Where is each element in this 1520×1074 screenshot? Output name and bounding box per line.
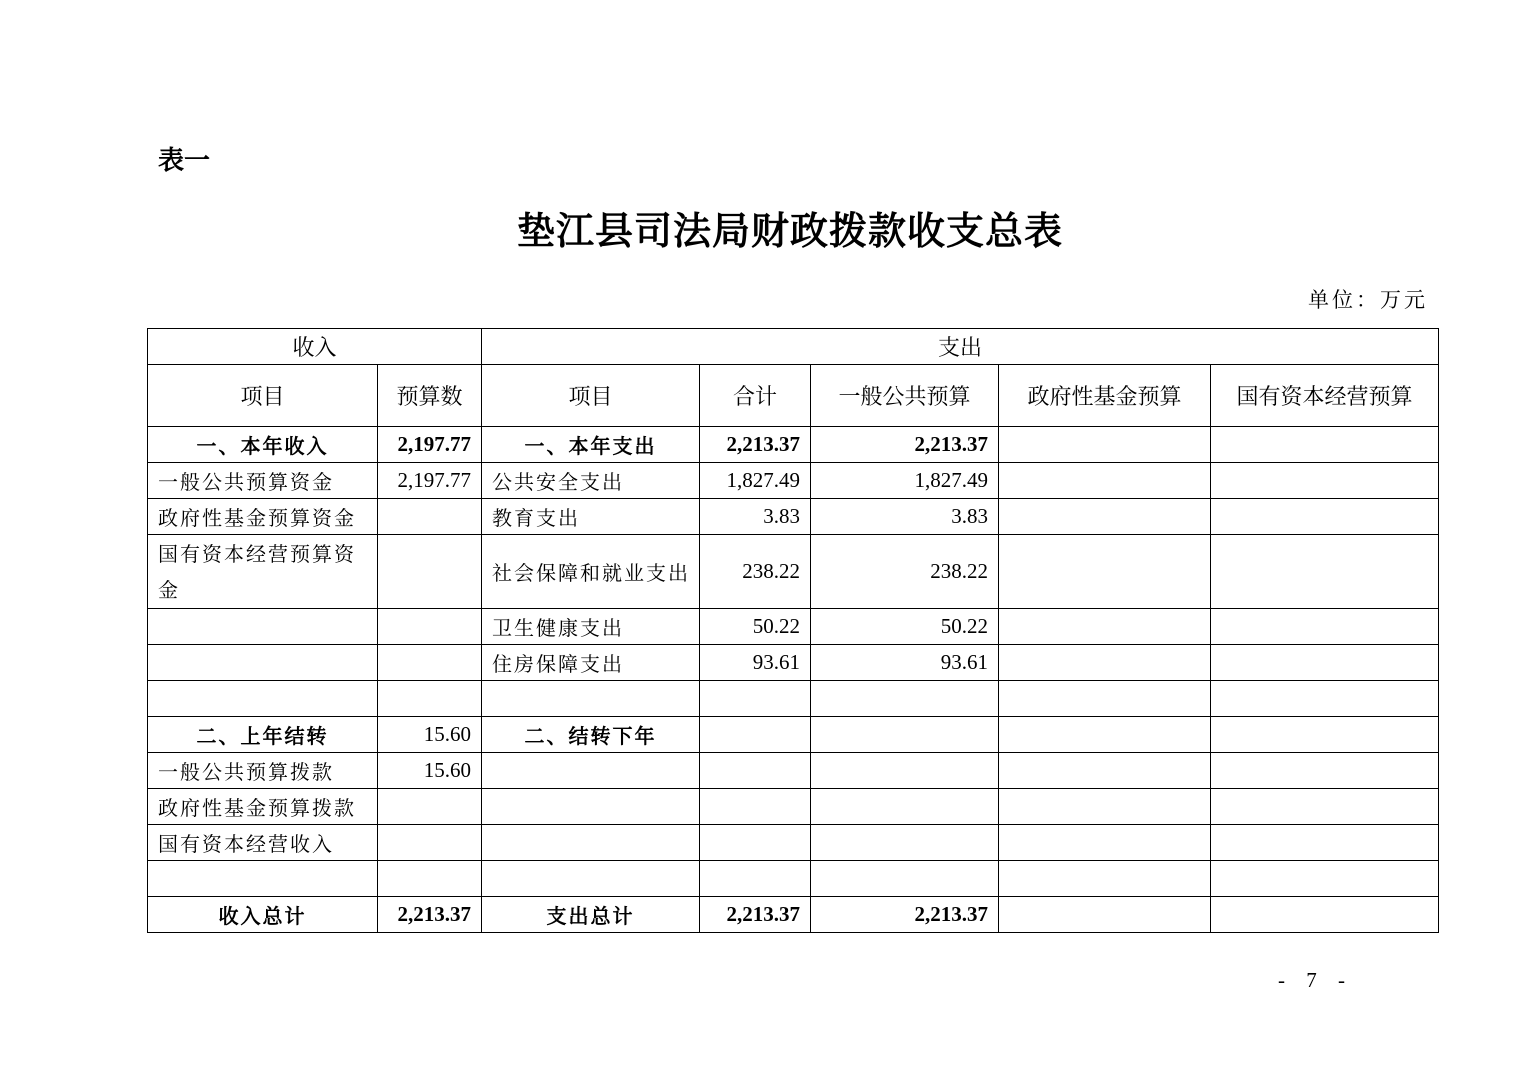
general-budget-cell: [811, 753, 999, 789]
expense-total-label: 支出总计: [482, 897, 700, 933]
capital-budget-cell: [1211, 535, 1439, 609]
expense-item-cell: [482, 681, 700, 717]
income-item-cell: [148, 645, 378, 681]
unit-label: 单位：万元: [1308, 288, 1428, 312]
table-row: [148, 825, 1439, 861]
income-amount-cell: [378, 681, 482, 717]
expense-total-cell: 50.22: [700, 609, 811, 645]
column-header-budget-amount: 预算数: [378, 365, 482, 427]
column-header-government-fund-budget: 政府性基金预算: [999, 365, 1211, 427]
expense-item-cell: 社会保障和就业支出: [482, 535, 700, 609]
expense-total-cell: [700, 789, 811, 825]
budget-table: [147, 328, 1439, 933]
income-item-cell: 国有资本经营收入: [148, 825, 378, 861]
income-item-cell: 政府性基金预算拨款: [148, 789, 378, 825]
expense-total-cell: 3.83: [700, 499, 811, 535]
general-budget-cell: 3.83: [811, 499, 999, 535]
income-item-cell: [148, 609, 378, 645]
expense-total-cell: [700, 717, 811, 753]
income-amount-cell: [378, 609, 482, 645]
income-item-cell: 一般公共预算资金: [148, 463, 378, 499]
expense-group-header: 支出: [482, 329, 1439, 365]
capital-budget-cell: [1211, 609, 1439, 645]
table-row: [148, 681, 1439, 717]
table-label: 表一: [158, 146, 211, 176]
table-row: [148, 535, 1439, 609]
column-header-income-item: 项目: [148, 365, 378, 427]
general-budget-cell: 50.22: [811, 609, 999, 645]
fund-budget-cell: [999, 645, 1211, 681]
expense-item-cell: 公共安全支出: [482, 463, 700, 499]
table-row: [148, 463, 1439, 499]
income-amount-cell: 15.60: [378, 753, 482, 789]
expense-item-cell: [482, 789, 700, 825]
expense-total-cell: [700, 861, 811, 897]
general-budget-total: 2,213.37: [811, 897, 999, 933]
income-amount-cell: [378, 825, 482, 861]
general-budget-cell: [811, 717, 999, 753]
income-item-cell: [148, 681, 378, 717]
fund-budget-cell: [999, 789, 1211, 825]
fund-budget-cell: [999, 609, 1211, 645]
capital-budget-cell: [1211, 427, 1439, 463]
capital-budget-cell: [1211, 825, 1439, 861]
fund-budget-cell: [999, 825, 1211, 861]
income-amount-cell: [378, 861, 482, 897]
expense-item-cell: 卫生健康支出: [482, 609, 700, 645]
income-amount-cell: [378, 645, 482, 681]
general-budget-cell: 93.61: [811, 645, 999, 681]
fund-budget-cell: [999, 753, 1211, 789]
fund-budget-cell: [999, 463, 1211, 499]
income-item-cell: [148, 861, 378, 897]
table-row: [148, 427, 1439, 463]
expense-item-cell: [482, 861, 700, 897]
fund-budget-total: [999, 897, 1211, 933]
income-total-amount: 2,213.37: [378, 897, 482, 933]
expense-item-cell: 二、结转下年: [482, 717, 700, 753]
income-item-cell: 国有资本经营预算资金: [148, 535, 378, 609]
expense-total-cell: 238.22: [700, 535, 811, 609]
fund-budget-cell: [999, 717, 1211, 753]
income-amount-cell: 2,197.77: [378, 463, 482, 499]
general-budget-cell: [811, 681, 999, 717]
income-amount-cell: [378, 535, 482, 609]
expense-item-cell: [482, 753, 700, 789]
capital-budget-cell: [1211, 681, 1439, 717]
expense-total-cell: 2,213.37: [700, 427, 811, 463]
fund-budget-cell: [999, 499, 1211, 535]
expense-total-cell: 93.61: [700, 645, 811, 681]
capital-budget-cell: [1211, 753, 1439, 789]
capital-budget-cell: [1211, 645, 1439, 681]
expense-grand-total: 2,213.37: [700, 897, 811, 933]
capital-budget-total: [1211, 897, 1439, 933]
fund-budget-cell: [999, 535, 1211, 609]
fund-budget-cell: [999, 681, 1211, 717]
column-header-general-public-budget: 一般公共预算: [811, 365, 999, 427]
expense-item-cell: 一、本年支出: [482, 427, 700, 463]
income-amount-cell: [378, 499, 482, 535]
income-total-label: 收入总计: [148, 897, 378, 933]
capital-budget-cell: [1211, 789, 1439, 825]
table-column-header-row: [148, 365, 1439, 427]
income-amount-cell: 2,197.77: [378, 427, 482, 463]
general-budget-cell: [811, 825, 999, 861]
general-budget-cell: [811, 789, 999, 825]
table-row: [148, 645, 1439, 681]
fund-budget-cell: [999, 427, 1211, 463]
page-number: - 7 -: [1278, 968, 1353, 992]
capital-budget-cell: [1211, 861, 1439, 897]
general-budget-cell: 2,213.37: [811, 427, 999, 463]
table-group-header-row: [148, 329, 1439, 365]
income-group-header: 收入: [148, 329, 482, 365]
income-item-cell: 一般公共预算拨款: [148, 753, 378, 789]
expense-item-cell: 住房保障支出: [482, 645, 700, 681]
income-amount-cell: [378, 789, 482, 825]
income-item-cell: 一、本年收入: [148, 427, 378, 463]
expense-item-cell: [482, 825, 700, 861]
income-item-cell: 二、上年结转: [148, 717, 378, 753]
income-item-cell: 政府性基金预算资金: [148, 499, 378, 535]
expense-total-cell: 1,827.49: [700, 463, 811, 499]
expense-total-cell: [700, 825, 811, 861]
table-row: [148, 499, 1439, 535]
capital-budget-cell: [1211, 463, 1439, 499]
table-total-row: [148, 897, 1439, 933]
column-header-expense-item: 项目: [482, 365, 700, 427]
page-title: 垫江县司法局财政拨款收支总表: [516, 208, 1063, 253]
general-budget-cell: 238.22: [811, 535, 999, 609]
general-budget-cell: [811, 861, 999, 897]
expense-item-cell: 教育支出: [482, 499, 700, 535]
table-row: [148, 789, 1439, 825]
table-row: [148, 717, 1439, 753]
column-header-state-capital-budget: 国有资本经营预算: [1211, 365, 1439, 427]
table-row: [148, 861, 1439, 897]
expense-total-cell: [700, 681, 811, 717]
capital-budget-cell: [1211, 499, 1439, 535]
income-amount-cell: 15.60: [378, 717, 482, 753]
capital-budget-cell: [1211, 717, 1439, 753]
table-row: [148, 609, 1439, 645]
column-header-total: 合计: [700, 365, 811, 427]
fund-budget-cell: [999, 861, 1211, 897]
general-budget-cell: 1,827.49: [811, 463, 999, 499]
expense-total-cell: [700, 753, 811, 789]
table-row: [148, 753, 1439, 789]
